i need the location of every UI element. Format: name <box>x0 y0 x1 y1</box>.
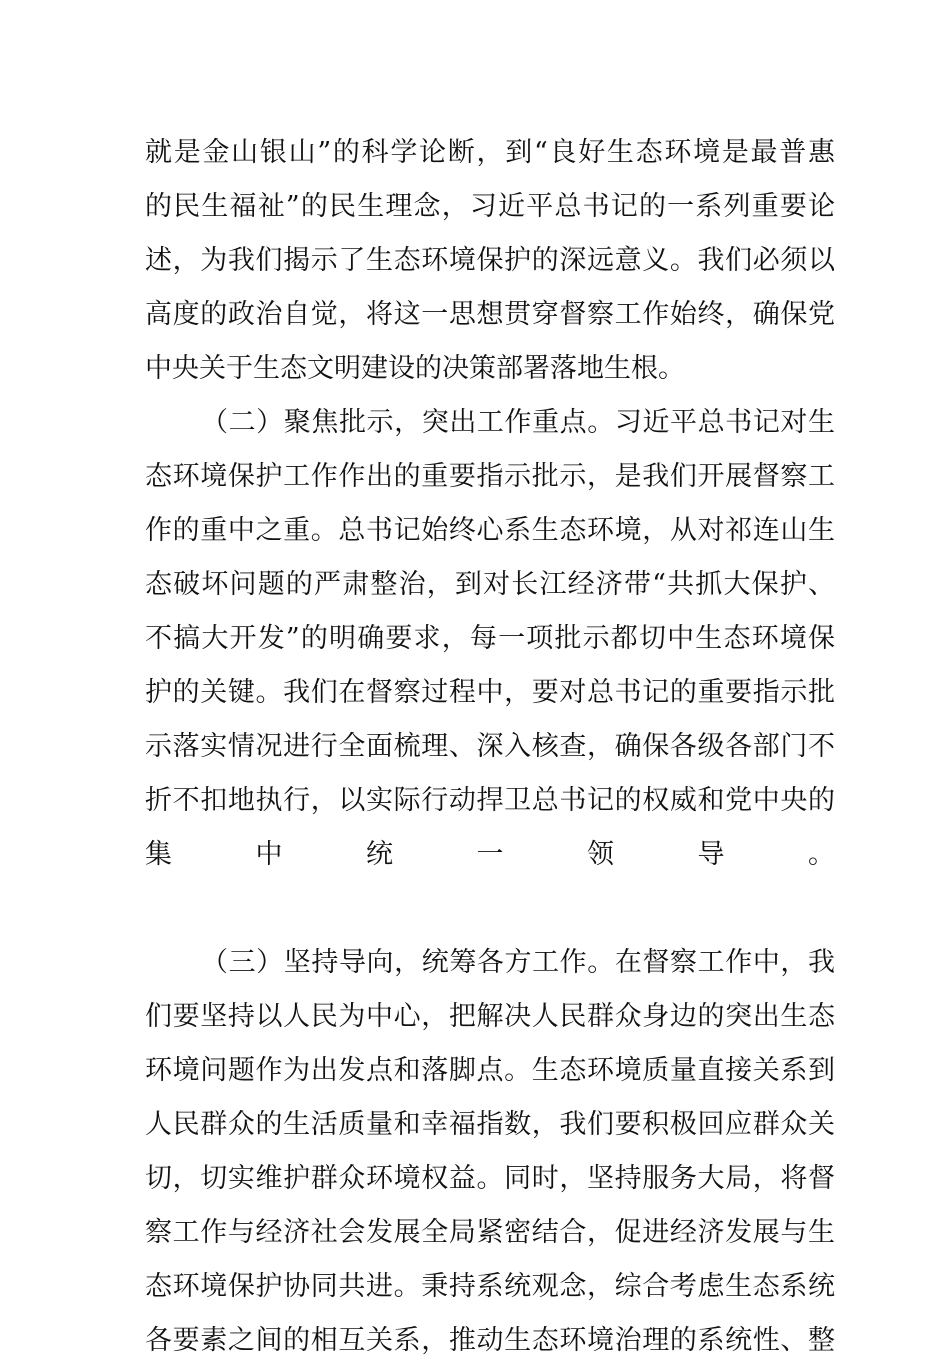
text-line: 高度的政治自觉，将这一思想贯穿督察工作始终，确保党 <box>145 299 835 330</box>
text-line: 环境问题作为出发点和落脚点。生态环境质量直接关系到 <box>145 1055 835 1086</box>
text-line <box>145 882 835 936</box>
text-line: 折不扣地执行，以实际行动捍卫总书记的权威和党中央的 <box>145 785 835 816</box>
paragraph-heading-line: （三）坚持导向，统筹各方工作。在督察工作中，我 <box>201 947 835 978</box>
text-line: 中央关于生态文明建设的决策部署落地生根。 <box>145 353 685 384</box>
text-line: 作的重中之重。总书记始终心系生态环境，从对祁连山生 <box>145 515 835 546</box>
text-line: 切，切实维护群众环境权益。同时，坚持服务大局，将督 <box>145 1163 835 1194</box>
text-line: 述，为我们揭示了生态环境保护的深远意义。我们必须以 <box>145 245 835 276</box>
text-line: 就是金山银山”的科学论断，到“良好生态环境是最普惠 <box>145 137 835 168</box>
body-text <box>145 126 835 1368</box>
paragraph-heading-line: （二）聚焦批示，突出工作重点。习近平总书记对生 <box>201 407 835 438</box>
text-line: 态环境保护工作作出的重要指示批示，是我们开展督察工 <box>145 461 835 492</box>
text-line: 护的关键。我们在督察过程中，要对总书记的重要指示批 <box>145 677 835 708</box>
text-line: 集中统一领导。 <box>145 839 835 870</box>
text-line: 人民群众的生活质量和幸福指数，我们要积极回应群众关 <box>145 1109 835 1140</box>
text-line: 各要素之间的相互关系，推动生态环境治理的系统性、整 <box>145 1325 835 1356</box>
text-line: 不搞大开发”的明确要求，每一项批示都切中生态环境保 <box>145 623 835 654</box>
text-line: 察工作与经济社会发展全局紧密结合，促进经济发展与生 <box>145 1217 835 1248</box>
text-line: 示落实情况进行全面梳理、深入核查，确保各级各部门不 <box>145 731 835 762</box>
text-line: 们要坚持以人民为中心，把解决人民群众身边的突出生态 <box>145 1001 835 1032</box>
text-line: 的民生福祉”的民生理念，习近平总书记的一系列重要论 <box>145 191 835 222</box>
text-line: 态破坏问题的严肃整治，到对长江经济带“共抓大保护、 <box>145 569 835 600</box>
text-line: 态环境保护协同共进。秉持系统观念，综合考虑生态系统 <box>145 1271 835 1302</box>
